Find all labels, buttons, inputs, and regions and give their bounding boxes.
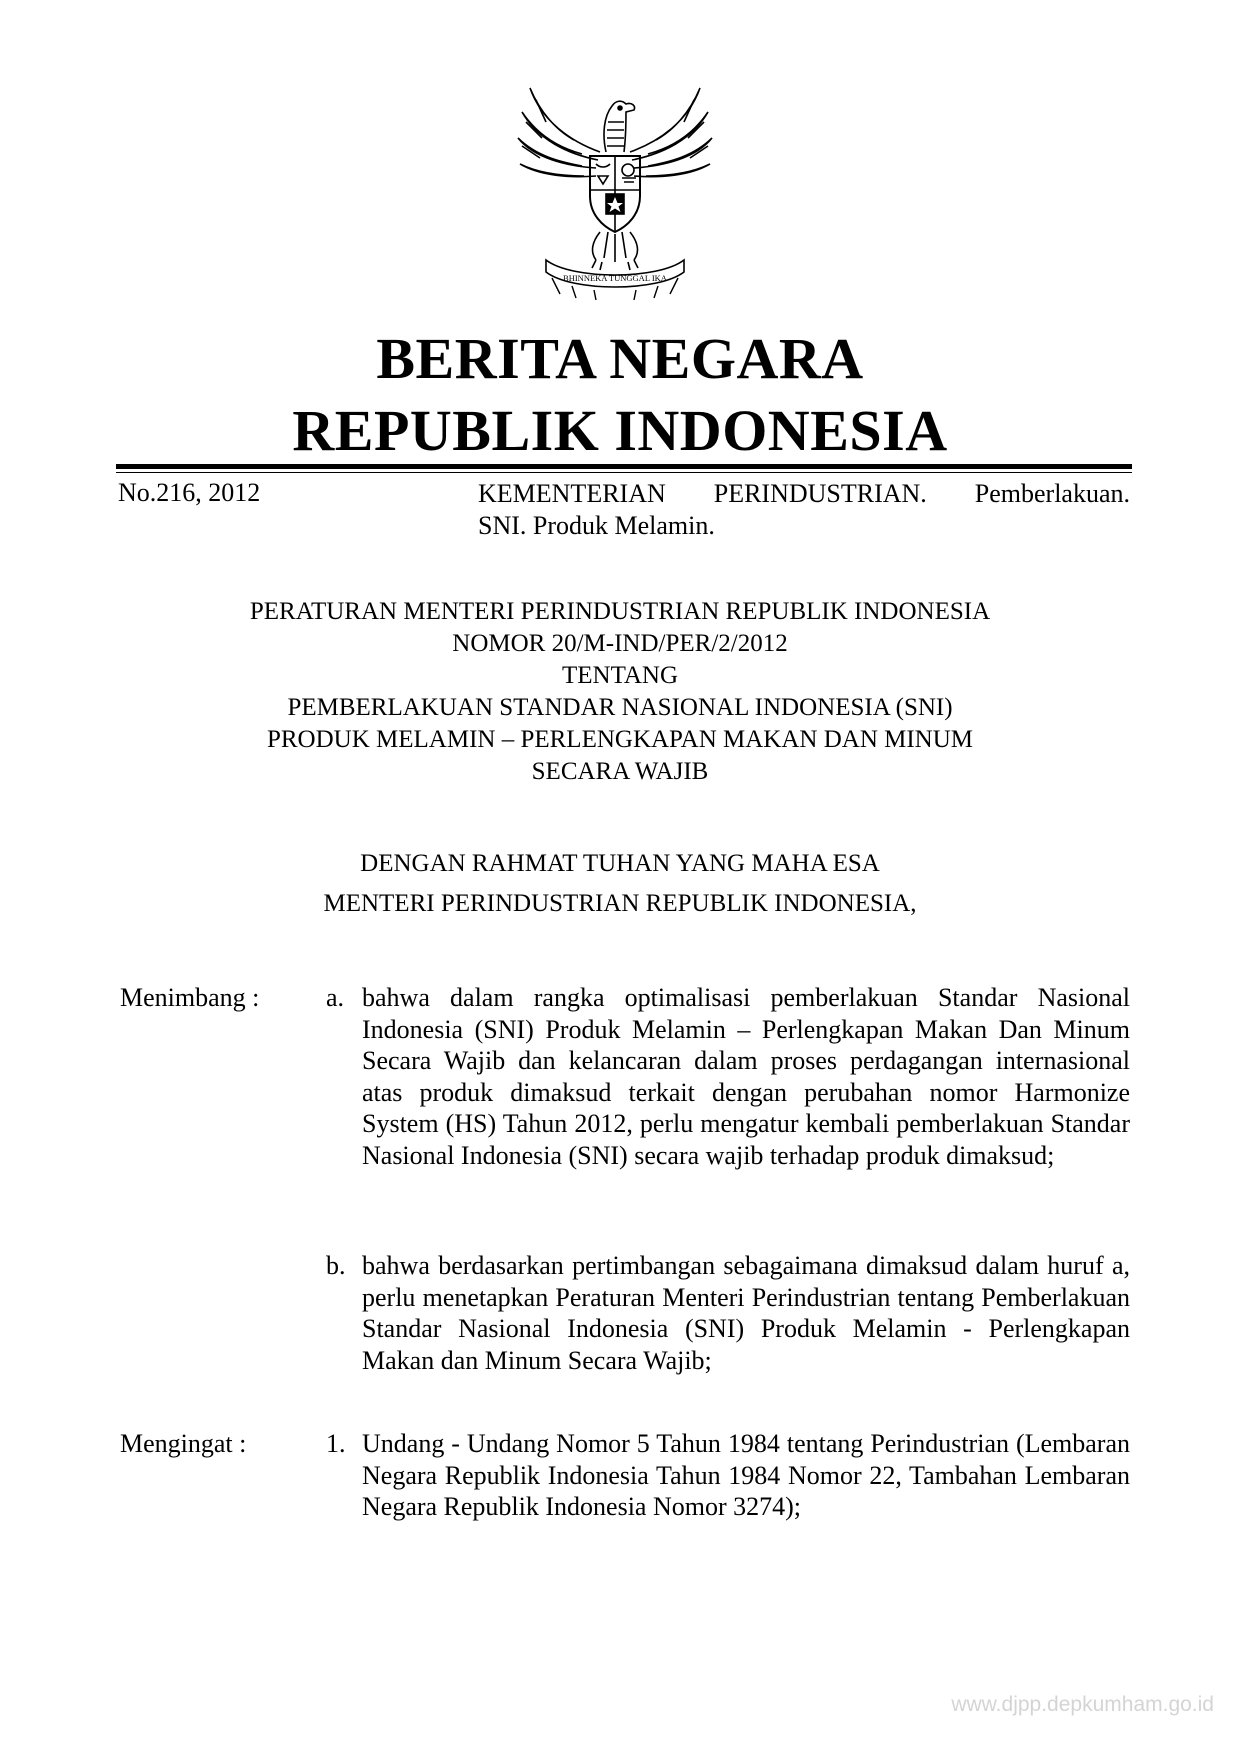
regulation-title-line: PERATURAN MENTERI PERINDUSTRIAN REPUBLIK INDONESIA <box>249 598 991 625</box>
masthead-title: BERITA NEGARA <box>376 326 864 391</box>
menimbang-item-text: bahwa berdasarkan pertimbangan sebagaimana dimaksud dalam huruf a, perlu menetapkan Peraturan Menteri Perindustrian tentang Pemberlakuan Standar Nasional Indonesia (SNI) Produk Melamin - Perlengkapan Makan dan Minum Secara Wajib; <box>362 1251 1130 1375</box>
mengingat-item-marker: 1. <box>326 1429 346 1458</box>
masthead-rule-thick <box>116 464 1132 469</box>
issue-subject-line-1: KEMENTERIAN PERINDUSTRIAN. Pemberlakuan. <box>478 479 1130 508</box>
preamble <box>140 844 1100 924</box>
issue-subject-line-2: SNI. Produk Melamin. <box>478 511 715 540</box>
masthead-rule-thin <box>116 472 1132 473</box>
preamble-line: DENGAN RAHMAT TUHAN YANG MAHA ESA <box>360 850 880 877</box>
regulation-title <box>140 596 1100 788</box>
mengingat-label: Mengingat : <box>120 1429 247 1458</box>
regulation-title-line: PEMBERLAKUAN STANDAR NASIONAL INDONESIA (SNI) <box>287 694 953 721</box>
menimbang-item-text: bahwa dalam rangka optimalisasi pemberlakuan Standar Nasional Indonesia (SNI) Produk Melamin – Perlengkapan Makan Dan Minum Secara Wajib dan kelancaran dalam proses perdagangan internasional atas produk dimaksud terkait dengan perubahan nomor Harmonize System (HS) Tahun 2012, perlu mengatur kembali pemberlakuan Standar Nasional Indonesia (SNI) secara wajib terhadap produk dimaksud; <box>362 983 1130 1170</box>
preamble-line: MENTERI PERINDUSTRIAN REPUBLIK INDONESIA, <box>323 890 917 917</box>
issue-subject <box>478 478 1130 542</box>
mengingat-item-text: Undang - Undang Nomor 5 Tahun 1984 tentang Perindustrian (Lembaran Negara Republik Indonesia Tahun 1984 Nomor 22, Tambahan Lembaran Negara Republik Indonesia Nomor 3274); <box>362 1429 1130 1521</box>
menimbang-item-marker: a. <box>326 983 345 1012</box>
regulation-title-line: PRODUK MELAMIN – PERLENGKAPAN MAKAN DAN MINUM <box>266 726 974 753</box>
regulation-number: NOMOR 20/M-IND/PER/2/2012 <box>452 630 788 657</box>
motto-text: BHINNEKA TUNGGAL IKA <box>563 273 667 283</box>
masthead-subtitle: REPUBLIK INDONESIA <box>292 398 948 463</box>
regulation-title-line: TENTANG <box>561 662 679 689</box>
regulation-title-line: SECARA WAJIB <box>531 758 709 785</box>
menimbang-label: Menimbang : <box>120 983 260 1012</box>
watermark: www.djpp.depkumham.go.id <box>951 1693 1214 1716</box>
garuda-emblem-icon <box>512 82 718 300</box>
menimbang-item-marker: b. <box>326 1251 346 1280</box>
issue-number: No.216, 2012 <box>118 478 261 507</box>
